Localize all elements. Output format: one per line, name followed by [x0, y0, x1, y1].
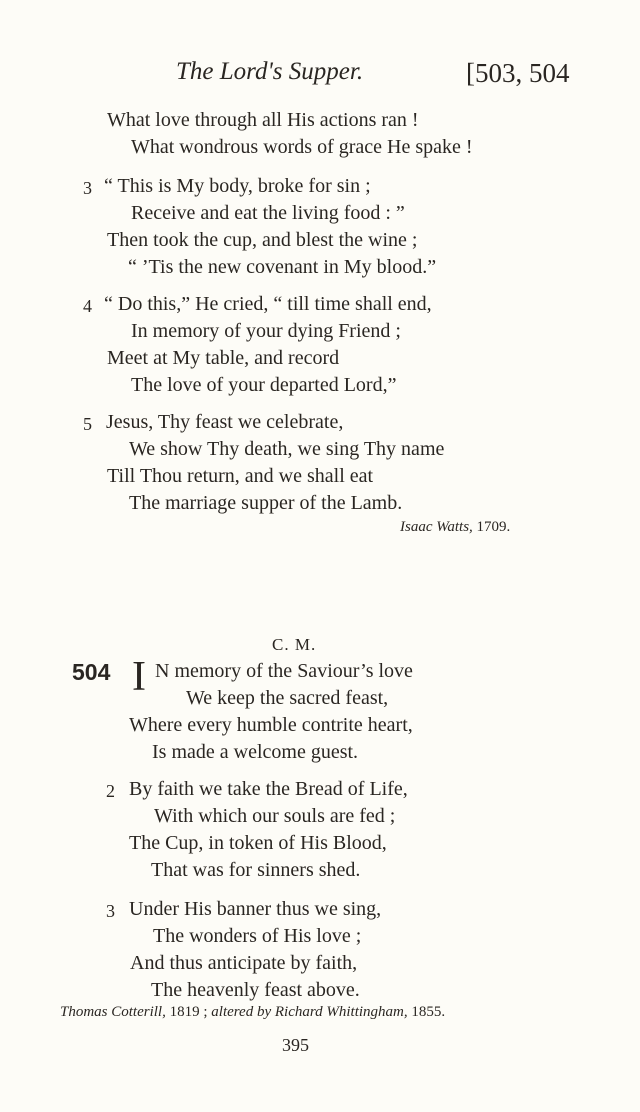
- hymn-number: 504: [72, 659, 111, 685]
- hymn-line: What love through all His actions ran !: [107, 109, 419, 131]
- attribution-altered: altered by Richard Whittingham,: [211, 1004, 408, 1020]
- attribution-author: Isaac Watts,: [400, 519, 473, 535]
- running-title: The Lord's Supper.: [176, 58, 364, 85]
- hymn-range: [503, 504: [466, 58, 570, 88]
- verse-number: 3: [106, 901, 115, 921]
- verse-number: 3: [83, 178, 92, 198]
- page-number: 395: [282, 1035, 309, 1055]
- meter-label: C. M.: [272, 635, 317, 654]
- hymn-line: “ This is My body, broke for sin ;: [104, 175, 371, 197]
- attribution: [60, 1004, 445, 1021]
- hymn-line: N memory of the Saviour’s love: [155, 660, 413, 682]
- hymn-line: Then took the cup, and blest the wine ;: [107, 229, 418, 251]
- attribution-author: Thomas Cotterill,: [60, 1004, 166, 1020]
- hymn-line: Till Thou return, and we shall eat: [107, 465, 374, 487]
- hymn-line: The heavenly feast above.: [151, 979, 360, 1001]
- hymn-line: Under His banner thus we sing,: [129, 898, 382, 920]
- hymn-line: The love of your departed Lord,”: [131, 374, 397, 396]
- hymn-line: We show Thy death, we sing Thy name: [129, 438, 445, 460]
- hymn-line: Receive and eat the living food : ”: [131, 202, 405, 224]
- hymn-line: The marriage supper of the Lamb.: [129, 492, 403, 514]
- hymn-line: Meet at My table, and record: [107, 347, 340, 369]
- hymn-line: In memory of your dying Friend ;: [131, 320, 401, 342]
- verse-number: 5: [83, 414, 92, 434]
- verse-number: 2: [106, 781, 115, 801]
- verse-number: 4: [83, 296, 92, 316]
- hymn-line: By faith we take the Bread of Life,: [129, 778, 408, 800]
- hymn-line: Is made a welcome guest.: [152, 741, 359, 763]
- hymn-line: Where every humble contrite heart,: [129, 714, 413, 736]
- attribution: [400, 519, 510, 536]
- hymn-line: The wonders of His love ;: [153, 925, 362, 947]
- hymn-line: And thus anticipate by faith,: [130, 952, 358, 974]
- hymn-line: That was for sinners shed.: [151, 859, 361, 881]
- hymn-line: With which our souls are fed ;: [154, 805, 396, 827]
- hymn-line: We keep the sacred feast,: [186, 687, 389, 709]
- drop-cap: I: [132, 654, 146, 700]
- hymn-line: “ Do this,” He cried, “ till time shall end,: [104, 293, 432, 315]
- hymn-line: What wondrous words of grace He spake !: [131, 136, 473, 158]
- hymn-line: Jesus, Thy feast we celebrate,: [106, 411, 344, 433]
- attribution-year: 1819 ;: [169, 1004, 208, 1020]
- hymn-line: The Cup, in token of His Blood,: [129, 832, 387, 854]
- hymn-line: “ ’Tis the new covenant in My blood.”: [128, 256, 437, 278]
- attribution-year: 1709.: [476, 519, 511, 535]
- attribution-year: 1855.: [411, 1004, 446, 1020]
